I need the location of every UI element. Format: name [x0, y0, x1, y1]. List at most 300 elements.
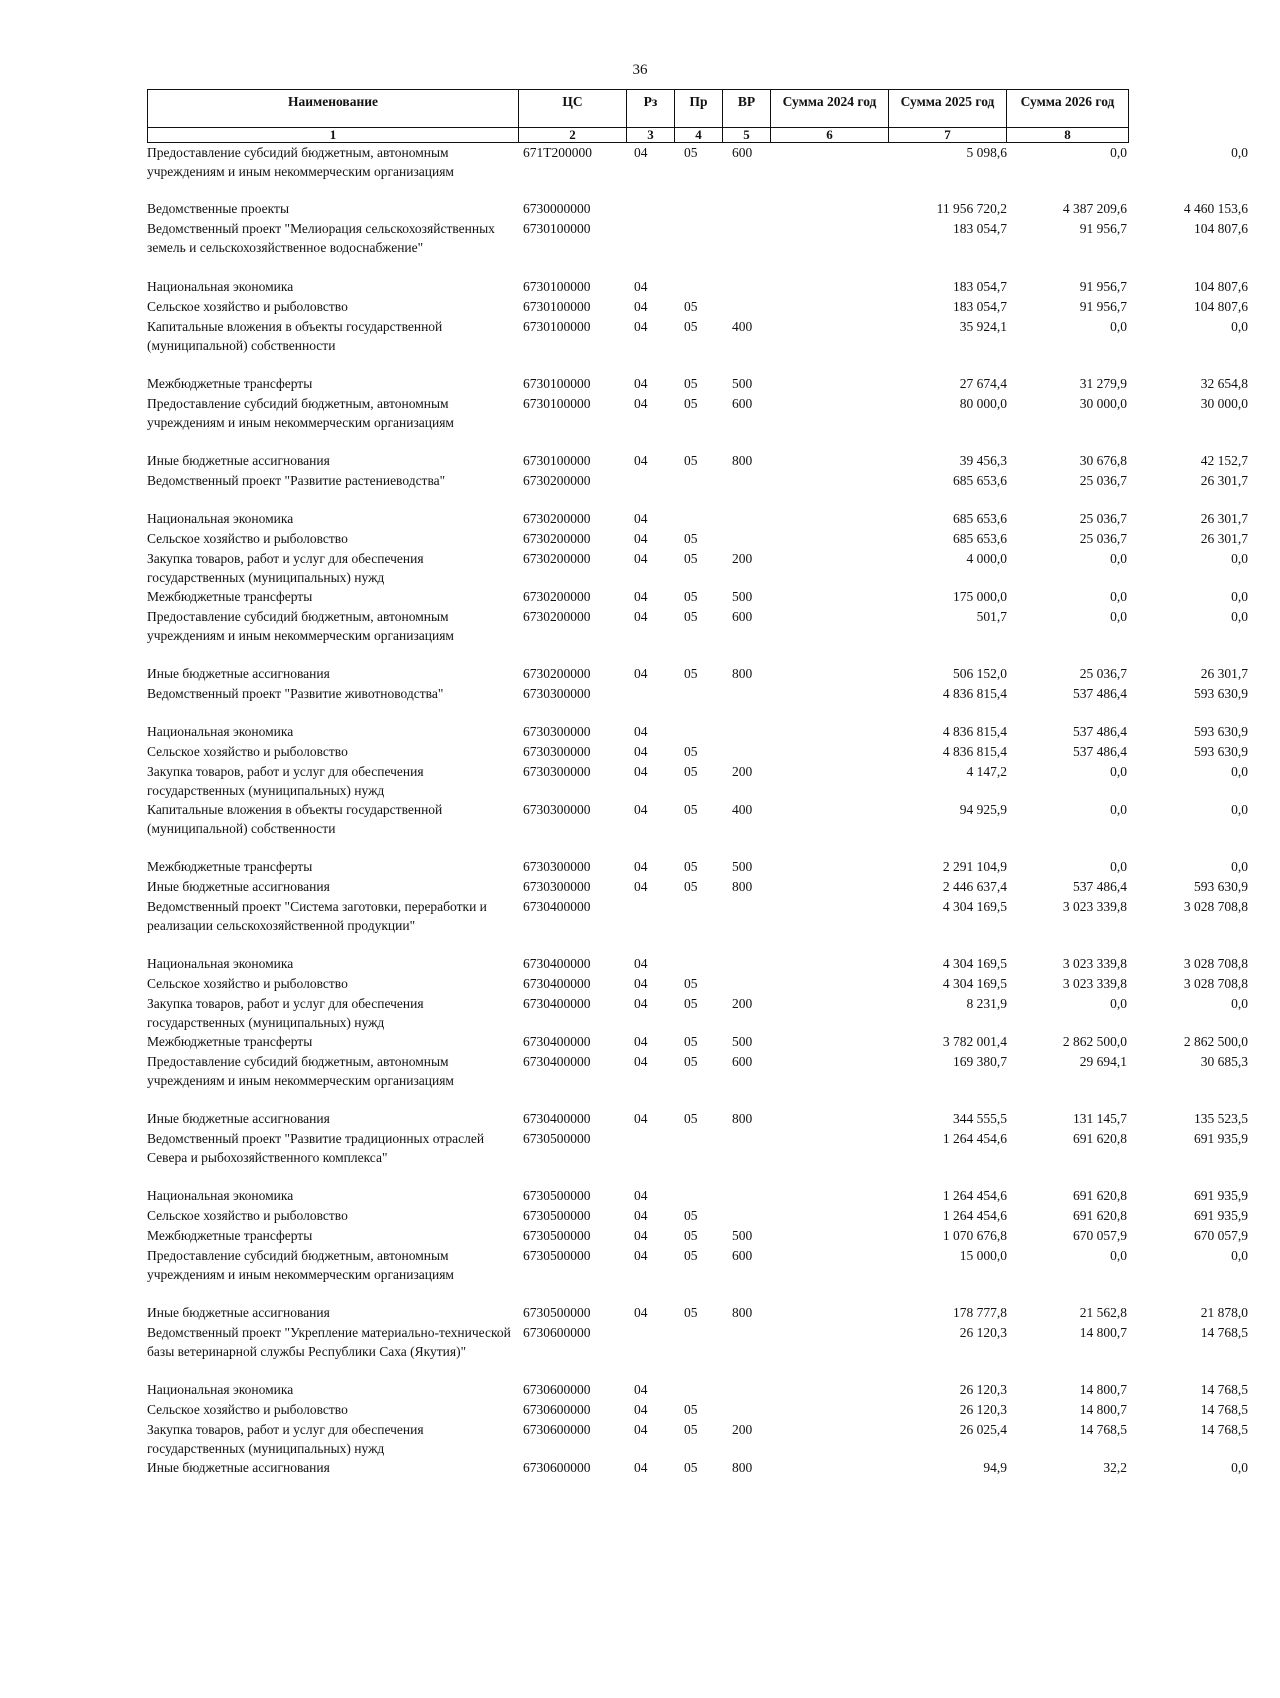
row-pr: 05: [684, 145, 698, 160]
row-pr: 05: [684, 396, 698, 411]
row-sum-2024: 501,7: [976, 609, 1007, 624]
row-rz: 04: [634, 976, 648, 991]
row-sum-2025: 31 279,9: [1079, 376, 1127, 391]
header-rz: Рз: [627, 90, 675, 128]
row-sum-2026: 104 807,6: [1194, 279, 1248, 294]
row-sum-2026: 14 768,5: [1200, 1402, 1248, 1417]
row-sum-2026: 670 057,9: [1194, 1228, 1248, 1243]
row-sum-2025: 32,2: [1103, 1460, 1127, 1475]
row-sum-2024: 4 000,0: [966, 551, 1007, 566]
row-pr: 05: [684, 1460, 698, 1475]
row-sum-2024: 2 291 104,9: [942, 859, 1007, 874]
row-sum-2026: 30 685,3: [1200, 1054, 1248, 1069]
row-cs: 6730200000: [523, 473, 591, 488]
row-sum-2026: 3 028 708,8: [1183, 956, 1248, 971]
column-number: 5: [723, 128, 771, 143]
row-sum-2025: 0,0: [1110, 589, 1127, 604]
row-cs: 6730600000: [523, 1460, 591, 1475]
row-name: Национальная экономика: [147, 511, 294, 526]
row-name: Ведомственный проект "Развитие традиционных отраслей Севера и рыбохозяйственного комплекса": [147, 1131, 485, 1165]
row-name: Сельское хозяйство и рыболовство: [147, 299, 348, 314]
row-rz: 04: [634, 1402, 648, 1417]
row-sum-2026: 32 654,8: [1200, 376, 1248, 391]
row-sum-2025: 14 768,5: [1079, 1422, 1127, 1437]
row-sum-2025: 0,0: [1110, 859, 1127, 874]
row-vr: 500: [732, 589, 753, 604]
row-pr: 05: [684, 609, 698, 624]
row-name: Иные бюджетные ассигнования: [147, 879, 330, 894]
row-cs: 6730500000: [523, 1228, 591, 1243]
row-pr: 05: [684, 531, 698, 546]
row-sum-2025: 30 000,0: [1079, 396, 1127, 411]
row-cs: 6730500000: [523, 1248, 591, 1263]
row-vr: 800: [732, 1460, 753, 1475]
row-cs: 6730500000: [523, 1208, 591, 1223]
row-sum-2024: 26 120,3: [959, 1325, 1007, 1340]
row-sum-2026: 2 862 500,0: [1183, 1034, 1248, 1049]
row-sum-2026: 26 301,7: [1200, 511, 1248, 526]
row-sum-2024: 15 000,0: [959, 1248, 1007, 1263]
row-name: Национальная экономика: [147, 1382, 294, 1397]
row-name: Сельское хозяйство и рыболовство: [147, 976, 348, 991]
row-name: Иные бюджетные ассигнования: [147, 1305, 330, 1320]
row-sum-2024: 11 956 720,2: [936, 201, 1007, 216]
row-sum-2025: 25 036,7: [1079, 531, 1127, 546]
row-sum-2026: 691 935,9: [1194, 1208, 1248, 1223]
row-sum-2024: 8 231,9: [966, 996, 1007, 1011]
row-rz: 04: [634, 1034, 648, 1049]
row-rz: 04: [634, 609, 648, 624]
row-sum-2024: 4 304 169,5: [942, 899, 1007, 914]
row-name: Предоставление субсидий бюджетным, автономным учреждениям и иным некоммерческим организациям: [147, 1248, 454, 1282]
row-name: Ведомственный проект "Развитие животноводства": [147, 686, 444, 701]
row-sum-2025: 0,0: [1110, 802, 1127, 817]
row-pr: 05: [684, 859, 698, 874]
column-number: 8: [1007, 128, 1129, 143]
row-cs: 6730000000: [523, 201, 591, 216]
row-sum-2025: 14 800,7: [1079, 1402, 1127, 1417]
row-rz: 04: [634, 859, 648, 874]
row-vr: 400: [732, 802, 753, 817]
row-sum-2024: 4 836 815,4: [942, 686, 1007, 701]
row-name: Предоставление субсидий бюджетным, автономным учреждениям и иным некоммерческим организациям: [147, 145, 454, 179]
row-sum-2024: 94 925,9: [959, 802, 1007, 817]
row-sum-2025: 0,0: [1110, 764, 1127, 779]
row-rz: 04: [634, 319, 648, 334]
row-sum-2026: 0,0: [1231, 764, 1248, 779]
row-rz: 04: [634, 1228, 648, 1243]
row-name: Предоставление субсидий бюджетным, автономным учреждениям и иным некоммерческим организациям: [147, 609, 454, 643]
row-name: Национальная экономика: [147, 279, 294, 294]
row-vr: 600: [732, 145, 753, 160]
row-cs: 671T200000: [523, 145, 592, 160]
row-cs: 6730200000: [523, 589, 591, 604]
row-sum-2026: 42 152,7: [1200, 453, 1248, 468]
row-pr: 05: [684, 666, 698, 681]
row-name: Ведомственные проекты: [147, 201, 290, 216]
row-sum-2026: 135 523,5: [1194, 1111, 1248, 1126]
row-rz: 04: [634, 802, 648, 817]
row-vr: 500: [732, 1228, 753, 1243]
row-sum-2024: 27 674,4: [959, 376, 1007, 391]
row-sum-2026: 691 935,9: [1194, 1131, 1248, 1146]
header-name: Наименование: [148, 90, 519, 128]
row-cs: 6730400000: [523, 1111, 591, 1126]
row-sum-2026: 26 301,7: [1200, 531, 1248, 546]
row-sum-2024: 94,9: [983, 1460, 1007, 1475]
row-sum-2025: 14 800,7: [1079, 1325, 1127, 1340]
row-sum-2026: 0,0: [1231, 319, 1248, 334]
row-rz: 04: [634, 724, 648, 739]
row-sum-2024: 26 120,3: [959, 1402, 1007, 1417]
row-name: Ведомственный проект "Мелиорация сельскохозяйственных земель и сельскохозяйственное водоснабжение": [147, 221, 495, 255]
row-pr: 05: [684, 551, 698, 566]
row-pr: 05: [684, 1034, 698, 1049]
row-sum-2024: 183 054,7: [953, 279, 1007, 294]
row-sum-2024: 80 000,0: [959, 396, 1007, 411]
row-cs: 6730300000: [523, 744, 591, 759]
row-cs: 6730600000: [523, 1325, 591, 1340]
row-rz: 04: [634, 1208, 648, 1223]
row-rz: 04: [634, 531, 648, 546]
row-sum-2026: 0,0: [1231, 859, 1248, 874]
row-cs: 6730400000: [523, 976, 591, 991]
row-sum-2024: 35 924,1: [959, 319, 1007, 334]
row-cs: 6730500000: [523, 1188, 591, 1203]
row-rz: 04: [634, 1111, 648, 1126]
row-sum-2026: 691 935,9: [1194, 1188, 1248, 1203]
row-pr: 05: [684, 376, 698, 391]
row-sum-2024: 1 264 454,6: [942, 1208, 1007, 1223]
row-sum-2025: 3 023 339,8: [1062, 976, 1127, 991]
row-sum-2024: 4 147,2: [966, 764, 1007, 779]
row-sum-2025: 2 862 500,0: [1062, 1034, 1127, 1049]
row-rz: 04: [634, 551, 648, 566]
row-cs: 6730500000: [523, 1131, 591, 1146]
row-vr: 400: [732, 319, 753, 334]
row-cs: 6730600000: [523, 1382, 591, 1397]
row-sum-2024: 685 653,6: [953, 531, 1007, 546]
row-vr: 200: [732, 764, 753, 779]
row-sum-2026: 593 630,9: [1194, 744, 1248, 759]
column-number: 3: [627, 128, 675, 143]
row-vr: 800: [732, 453, 753, 468]
row-rz: 04: [634, 996, 648, 1011]
row-name: Предоставление субсидий бюджетным, автономным учреждениям и иным некоммерческим организациям: [147, 1054, 454, 1088]
row-sum-2025: 537 486,4: [1073, 744, 1127, 759]
row-pr: 05: [684, 764, 698, 779]
row-cs: 6730100000: [523, 279, 591, 294]
row-cs: 6730600000: [523, 1402, 591, 1417]
row-sum-2024: 1 070 676,8: [942, 1228, 1007, 1243]
row-pr: 05: [684, 1054, 698, 1069]
row-sum-2025: 25 036,7: [1079, 473, 1127, 488]
row-sum-2024: 3 782 001,4: [942, 1034, 1007, 1049]
row-vr: 800: [732, 1111, 753, 1126]
row-sum-2025: 14 800,7: [1079, 1382, 1127, 1397]
row-sum-2025: 91 956,7: [1079, 279, 1127, 294]
row-cs: 6730200000: [523, 666, 591, 681]
row-sum-2026: 14 768,5: [1200, 1325, 1248, 1340]
row-rz: 04: [634, 396, 648, 411]
row-cs: 6730400000: [523, 996, 591, 1011]
row-rz: 04: [634, 453, 648, 468]
row-cs: 6730100000: [523, 299, 591, 314]
row-pr: 05: [684, 1111, 698, 1126]
row-sum-2026: 0,0: [1231, 145, 1248, 160]
row-sum-2026: 0,0: [1231, 1248, 1248, 1263]
row-sum-2026: 593 630,9: [1194, 724, 1248, 739]
row-sum-2025: 537 486,4: [1073, 724, 1127, 739]
row-cs: 6730300000: [523, 859, 591, 874]
row-pr: 05: [684, 802, 698, 817]
row-rz: 04: [634, 1382, 648, 1397]
budget-table: [147, 89, 1248, 1475]
row-sum-2025: 0,0: [1110, 609, 1127, 624]
column-number: 2: [519, 128, 627, 143]
row-rz: 04: [634, 666, 648, 681]
row-vr: 600: [732, 609, 753, 624]
row-pr: 05: [684, 1208, 698, 1223]
row-cs: 6730400000: [523, 1034, 591, 1049]
row-sum-2024: 26 120,3: [959, 1382, 1007, 1397]
row-cs: 6730300000: [523, 764, 591, 779]
row-name: Сельское хозяйство и рыболовство: [147, 744, 348, 759]
row-name: Капитальные вложения в объекты государственной (муниципальной) собственности: [147, 319, 443, 353]
row-sum-2024: 685 653,6: [953, 511, 1007, 526]
row-sum-2024: 4 836 815,4: [942, 744, 1007, 759]
row-pr: 05: [684, 1228, 698, 1243]
row-name: Ведомственный проект "Система заготовки, переработки и реализации сельскохозяйственной продукции": [147, 899, 487, 933]
column-number: 6: [771, 128, 889, 143]
row-sum-2026: 593 630,9: [1194, 686, 1248, 701]
row-name: Закупка товаров, работ и услуг для обеспечения государственных (муниципальных) нужд: [147, 764, 424, 798]
row-cs: 6730400000: [523, 956, 591, 971]
row-sum-2025: 21 562,8: [1079, 1305, 1127, 1320]
row-sum-2024: 4 304 169,5: [942, 956, 1007, 971]
row-sum-2024: 26 025,4: [959, 1422, 1007, 1437]
row-cs: 6730600000: [523, 1422, 591, 1437]
table-header: [147, 89, 1129, 143]
row-sum-2025: 29 694,1: [1079, 1054, 1127, 1069]
row-name: Ведомственный проект "Развитие растениеводства": [147, 473, 446, 488]
row-pr: 05: [684, 319, 698, 334]
row-sum-2025: 691 620,8: [1073, 1188, 1127, 1203]
page-number: 36: [632, 62, 648, 78]
row-rz: 04: [634, 879, 648, 894]
row-name: Национальная экономика: [147, 1188, 294, 1203]
row-cs: 6730100000: [523, 453, 591, 468]
row-sum-2024: 685 653,6: [953, 473, 1007, 488]
row-vr: 800: [732, 879, 753, 894]
row-pr: 05: [684, 1422, 698, 1437]
row-rz: 04: [634, 279, 648, 294]
row-cs: 6730300000: [523, 879, 591, 894]
row-sum-2025: 131 145,7: [1073, 1111, 1127, 1126]
row-rz: 04: [634, 1305, 648, 1320]
header-cs: ЦС: [519, 90, 627, 128]
row-vr: 200: [732, 551, 753, 566]
row-sum-2025: 537 486,4: [1073, 879, 1127, 894]
row-cs: 6730300000: [523, 686, 591, 701]
row-pr: 05: [684, 1402, 698, 1417]
column-number: 4: [675, 128, 723, 143]
row-sum-2025: 0,0: [1110, 551, 1127, 566]
row-rz: 04: [634, 1188, 648, 1203]
row-sum-2025: 4 387 209,6: [1062, 201, 1127, 216]
row-name: Капитальные вложения в объекты государственной (муниципальной) собственности: [147, 802, 443, 836]
row-name: Национальная экономика: [147, 956, 294, 971]
row-sum-2026: 30 000,0: [1200, 396, 1248, 411]
header-sum-2026: Сумма 2026 год: [1007, 90, 1129, 128]
row-name: Сельское хозяйство и рыболовство: [147, 531, 348, 546]
row-name: Ведомственный проект "Укрепление материально-технической базы ветеринарной службы Республики Саха (Якутия)": [147, 1325, 511, 1359]
row-sum-2024: 5 098,6: [966, 145, 1007, 160]
row-cs: 6730400000: [523, 1054, 591, 1069]
row-name: Межбюджетные трансферты: [147, 589, 313, 604]
row-rz: 04: [634, 1460, 648, 1475]
row-pr: 05: [684, 996, 698, 1011]
row-vr: 500: [732, 859, 753, 874]
row-rz: 04: [634, 764, 648, 779]
row-cs: 6730200000: [523, 551, 591, 566]
row-sum-2025: 25 036,7: [1079, 511, 1127, 526]
row-sum-2026: 0,0: [1231, 1460, 1248, 1475]
row-sum-2025: 691 620,8: [1073, 1208, 1127, 1223]
column-number: 7: [889, 128, 1007, 143]
row-rz: 04: [634, 744, 648, 759]
row-name: Межбюджетные трансферты: [147, 859, 313, 874]
row-pr: 05: [684, 879, 698, 894]
row-sum-2026: 0,0: [1231, 589, 1248, 604]
row-sum-2026: 14 768,5: [1200, 1382, 1248, 1397]
row-sum-2026: 593 630,9: [1194, 879, 1248, 894]
row-cs: 6730200000: [523, 609, 591, 624]
row-rz: 04: [634, 1248, 648, 1263]
row-name: Сельское хозяйство и рыболовство: [147, 1402, 348, 1417]
row-pr: 05: [684, 976, 698, 991]
row-sum-2026: 3 028 708,8: [1183, 976, 1248, 991]
row-cs: 6730100000: [523, 221, 591, 236]
row-sum-2026: 21 878,0: [1200, 1305, 1248, 1320]
row-vr: 600: [732, 1054, 753, 1069]
row-sum-2026: 26 301,7: [1200, 666, 1248, 681]
row-cs: 6730300000: [523, 724, 591, 739]
row-sum-2025: 3 023 339,8: [1062, 956, 1127, 971]
row-sum-2024: 39 456,3: [959, 453, 1007, 468]
row-pr: 05: [684, 1305, 698, 1320]
row-sum-2024: 183 054,7: [953, 299, 1007, 314]
row-sum-2024: 4 836 815,4: [942, 724, 1007, 739]
row-name: Межбюджетные трансферты: [147, 1228, 313, 1243]
row-sum-2024: 4 304 169,5: [942, 976, 1007, 991]
row-sum-2024: 1 264 454,6: [942, 1131, 1007, 1146]
row-name: Закупка товаров, работ и услуг для обеспечения государственных (муниципальных) нужд: [147, 996, 424, 1030]
row-vr: 500: [732, 1034, 753, 1049]
row-name: Национальная экономика: [147, 724, 294, 739]
row-name: Межбюджетные трансферты: [147, 1034, 313, 1049]
row-pr: 05: [684, 589, 698, 604]
row-name: Сельское хозяйство и рыболовство: [147, 1208, 348, 1223]
row-vr: 600: [732, 1248, 753, 1263]
row-pr: 05: [684, 299, 698, 314]
row-sum-2026: 3 028 708,8: [1183, 899, 1248, 914]
row-sum-2026: 0,0: [1231, 802, 1248, 817]
row-rz: 04: [634, 376, 648, 391]
row-sum-2026: 104 807,6: [1194, 221, 1248, 236]
row-sum-2025: 691 620,8: [1073, 1131, 1127, 1146]
header-sum-2024: Сумма 2024 год: [771, 90, 889, 128]
row-sum-2026: 0,0: [1231, 996, 1248, 1011]
header-pr: Пр: [675, 90, 723, 128]
row-sum-2024: 1 264 454,6: [942, 1188, 1007, 1203]
row-vr: 800: [732, 666, 753, 681]
row-cs: 6730100000: [523, 319, 591, 334]
row-sum-2025: 30 676,8: [1079, 453, 1127, 468]
row-vr: 200: [732, 996, 753, 1011]
row-rz: 04: [634, 145, 648, 160]
row-rz: 04: [634, 511, 648, 526]
row-sum-2025: 0,0: [1110, 996, 1127, 1011]
row-sum-2026: 14 768,5: [1200, 1422, 1248, 1437]
row-sum-2024: 169 380,7: [953, 1054, 1007, 1069]
header-vr: ВР: [723, 90, 771, 128]
row-cs: 6730100000: [523, 376, 591, 391]
row-sum-2025: 537 486,4: [1073, 686, 1127, 701]
row-sum-2026: 26 301,7: [1200, 473, 1248, 488]
row-vr: 600: [732, 396, 753, 411]
row-vr: 800: [732, 1305, 753, 1320]
row-sum-2025: 0,0: [1110, 1248, 1127, 1263]
row-rz: 04: [634, 299, 648, 314]
row-vr: 500: [732, 376, 753, 391]
row-pr: 05: [684, 1248, 698, 1263]
row-sum-2024: 183 054,7: [953, 221, 1007, 236]
row-name: Межбюджетные трансферты: [147, 376, 313, 391]
row-sum-2025: 0,0: [1110, 319, 1127, 334]
row-rz: 04: [634, 956, 648, 971]
row-sum-2024: 506 152,0: [953, 666, 1007, 681]
row-sum-2024: 175 000,0: [953, 589, 1007, 604]
row-cs: 6730200000: [523, 531, 591, 546]
row-name: Закупка товаров, работ и услуг для обеспечения государственных (муниципальных) нужд: [147, 551, 424, 585]
row-name: Иные бюджетные ассигнования: [147, 1460, 330, 1475]
column-number: 1: [148, 128, 519, 143]
row-sum-2025: 91 956,7: [1079, 221, 1127, 236]
row-sum-2025: 3 023 339,8: [1062, 899, 1127, 914]
row-cs: 6730400000: [523, 899, 591, 914]
row-cs: 6730100000: [523, 396, 591, 411]
row-sum-2026: 0,0: [1231, 551, 1248, 566]
row-sum-2026: 4 460 153,6: [1183, 201, 1248, 216]
row-rz: 04: [634, 1422, 648, 1437]
row-sum-2026: 104 807,6: [1194, 299, 1248, 314]
row-name: Иные бюджетные ассигнования: [147, 666, 330, 681]
row-name: Закупка товаров, работ и услуг для обеспечения государственных (муниципальных) нужд: [147, 1422, 424, 1456]
row-rz: 04: [634, 1054, 648, 1069]
row-cs: 6730300000: [523, 802, 591, 817]
row-vr: 200: [732, 1422, 753, 1437]
row-sum-2025: 91 956,7: [1079, 299, 1127, 314]
row-sum-2026: 0,0: [1231, 609, 1248, 624]
row-sum-2024: 2 446 637,4: [942, 879, 1007, 894]
row-sum-2025: 670 057,9: [1073, 1228, 1127, 1243]
row-sum-2025: 0,0: [1110, 145, 1127, 160]
row-sum-2024: 178 777,8: [953, 1305, 1007, 1320]
row-rz: 04: [634, 589, 648, 604]
row-sum-2024: 344 555,5: [953, 1111, 1007, 1126]
row-pr: 05: [684, 453, 698, 468]
